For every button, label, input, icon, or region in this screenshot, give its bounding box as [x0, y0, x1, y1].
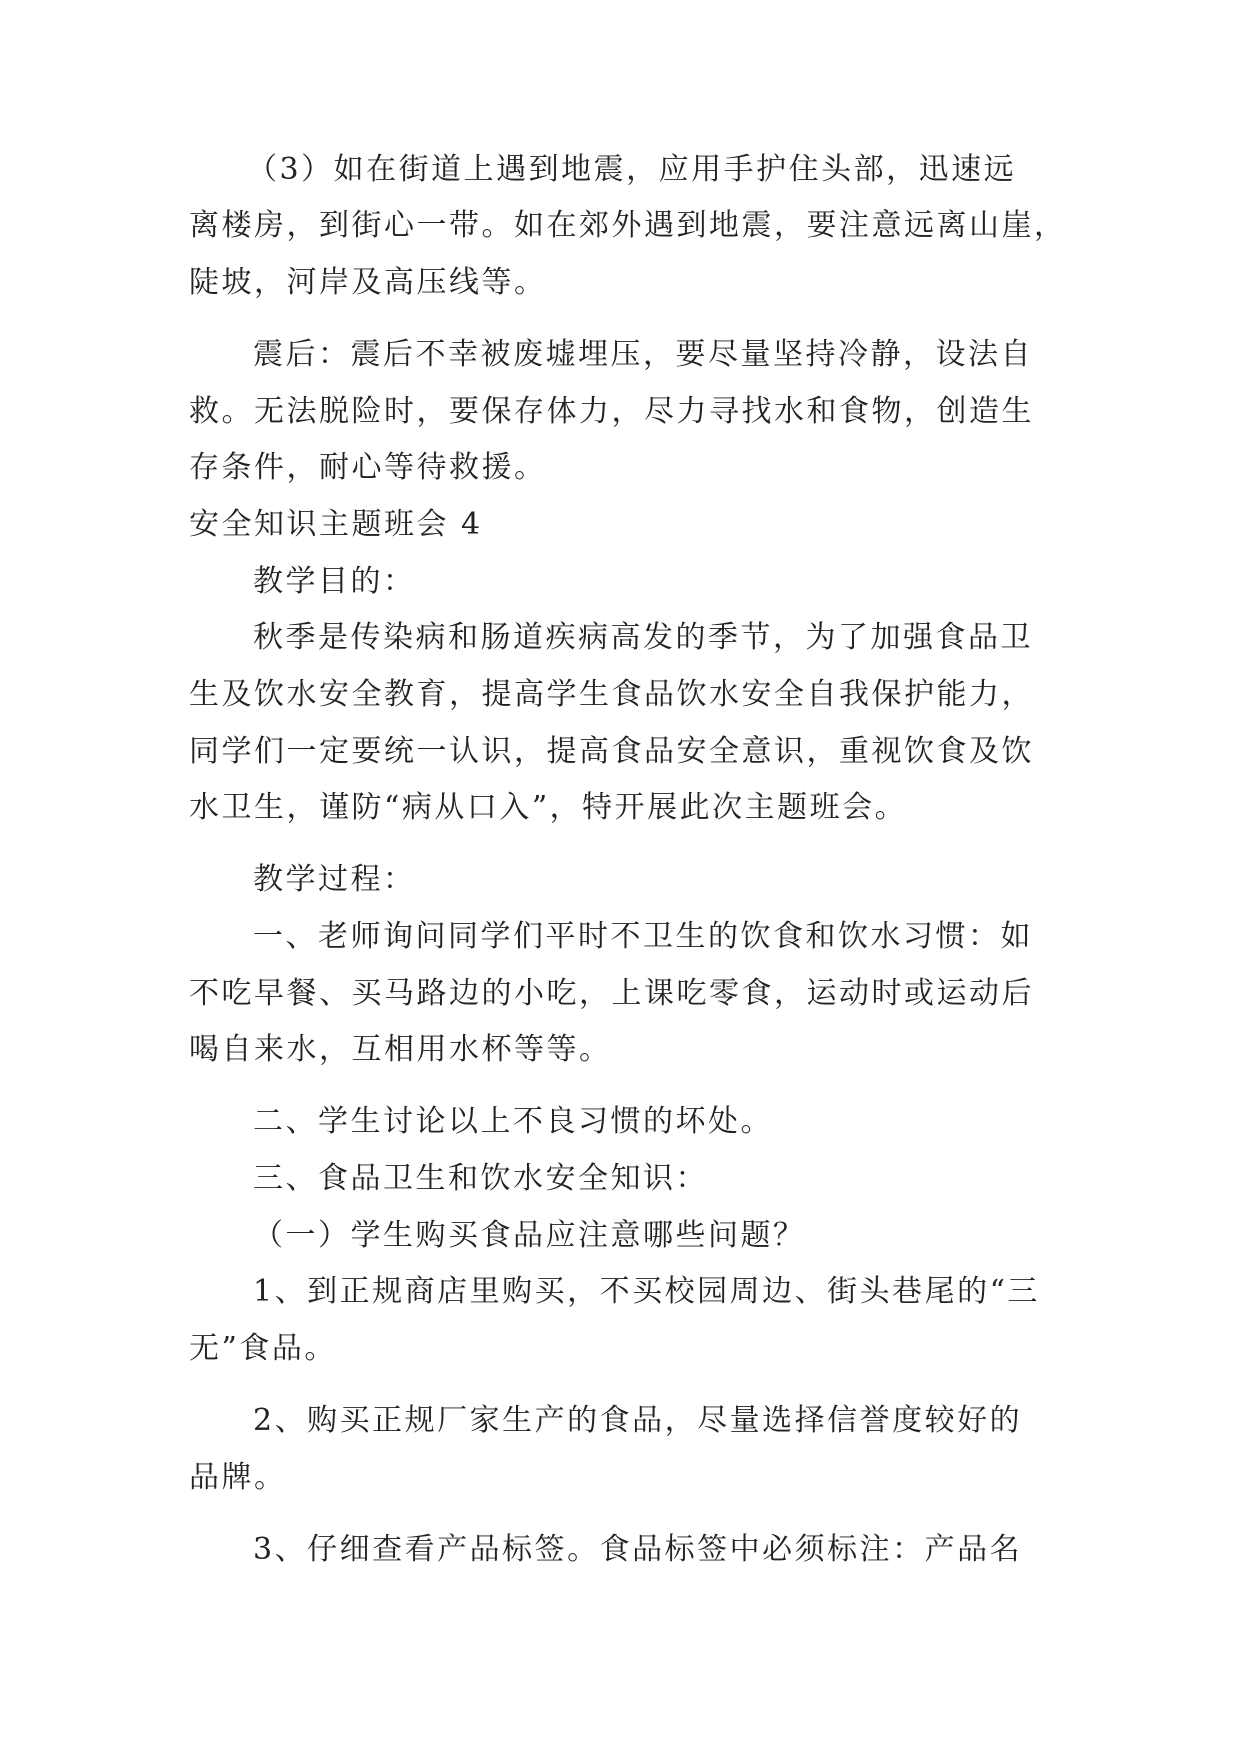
text-line: （3）如在街道上遇到地震，应用手护住头部，迅速远 — [247, 152, 1017, 187]
text-line: 离楼房，到街心一带。如在郊外遇到地震，要注意远离山崖， — [189, 208, 1067, 243]
text-line: 一、老师询问同学们平时不卫生的饮食和饮水习惯：如 — [253, 919, 1033, 954]
text-line: 不吃早餐、买马路边的小吃，上课吃零食，运动时或运动后 — [189, 976, 1034, 1011]
text-line: 二、学生讨论以上不良习惯的坏处。 — [253, 1104, 773, 1139]
text-line: 震后：震后不幸被废墟埋压，要尽量坚持冷静，设法自 — [253, 337, 1033, 372]
text-line: 同学们一定要统一认识，提高食品安全意识，重视饮食及饮 — [189, 734, 1034, 769]
text-line: 陡坡，河岸及高压线等。 — [189, 265, 547, 300]
text-line: 无”食品。 — [189, 1331, 337, 1366]
text-line: 三、食品卫生和饮水安全知识： — [253, 1161, 708, 1196]
text-line: （一）学生购买食品应注意哪些问题？ — [253, 1218, 806, 1253]
text-line: 3、仔细查看产品标签。食品标签中必须标注：产品名 — [253, 1532, 1023, 1567]
text-line: 品牌。 — [189, 1460, 287, 1495]
text-line: 秋季是传染病和肠道疾病高发的季节，为了加强食品卫 — [253, 620, 1033, 655]
text-line: 2、购买正规厂家生产的食品，尽量选择信誉度较好的 — [253, 1403, 1023, 1438]
section-heading: 安全知识主题班会 4 — [189, 507, 483, 542]
text-line: 喝自来水，互相用水杯等等。 — [189, 1032, 612, 1067]
text-line: 救。无法脱险时，要保存体力，尽力寻找水和食物，创造生 — [189, 394, 1034, 429]
text-line: 水卫生，谨防“病从口入”，特开展此次主题班会。 — [189, 790, 908, 825]
text-line: 教学目的： — [253, 564, 416, 599]
text-line: 存条件，耐心等待救援。 — [189, 450, 547, 485]
text-line: 教学过程： — [253, 862, 416, 897]
text-line: 1、到正规商店里购买，不买校园周边、街头巷尾的“三 — [253, 1274, 1040, 1309]
text-line: 生及饮水安全教育，提高学生食品饮水安全自我保护能力， — [189, 677, 1034, 712]
